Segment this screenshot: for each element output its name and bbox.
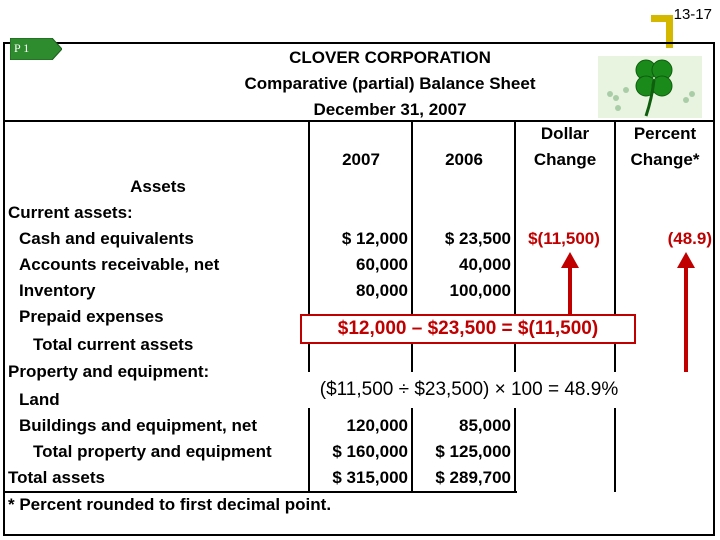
company-name: CLOVER CORPORATION: [289, 48, 491, 67]
ar-2007: 60,000: [356, 255, 408, 274]
footnote: * Percent rounded to first decimal point.: [8, 495, 332, 514]
column-divider: [411, 120, 413, 492]
header-percent-line2: Change*: [630, 150, 700, 169]
inventory-2007: 80,000: [356, 281, 408, 300]
label-total-assets: Total assets: [8, 468, 106, 487]
percent-change-formula: ($11,500 ÷ $23,500) × 100 = 48.9%: [238, 372, 700, 408]
label-land: Land: [19, 390, 60, 409]
cash-percent-change: (48.9): [667, 229, 712, 248]
cash-2007: $ 12,000: [341, 229, 408, 248]
cash-2006: $ 23,500: [444, 229, 511, 248]
table-bottom-rule: [5, 491, 517, 493]
total-ppe-2007: $ 160,000: [332, 442, 408, 461]
label-ppe: Property and equipment:: [8, 362, 210, 381]
section-assets: Assets: [130, 177, 186, 196]
header-dollar-line2: Change: [533, 150, 597, 169]
label-cash: Cash and equivalents: [19, 229, 194, 248]
column-divider: [308, 120, 310, 492]
column-divider: [614, 120, 616, 492]
label-accounts-receivable: Accounts receivable, net: [19, 255, 220, 274]
cash-dollar-change: $(11,500): [528, 229, 600, 248]
buildings-2006: 85,000: [459, 416, 511, 435]
buildings-2007: 120,000: [346, 416, 408, 435]
total-assets-2006: $ 289,700: [435, 468, 511, 487]
label-total-current: Total current assets: [33, 335, 194, 354]
header-percent-line1: Percent: [633, 124, 697, 143]
inventory-2006: 100,000: [449, 281, 511, 300]
corner-bracket: [651, 15, 673, 22]
ar-2006: 40,000: [459, 255, 511, 274]
total-assets-2007: $ 315,000: [332, 468, 408, 487]
header-dollar-line1: Dollar: [540, 124, 590, 143]
header-2006: 2006: [445, 150, 483, 169]
dollar-change-formula: $12,000 – $23,500 = $(11,500): [300, 314, 636, 344]
label-inventory: Inventory: [19, 281, 96, 300]
table-top-rule: [5, 120, 713, 122]
label-buildings: Buildings and equipment, net: [19, 416, 257, 435]
header-2007: 2007: [342, 150, 380, 169]
tag-label: P 1: [14, 41, 30, 55]
statement-name: Comparative (partial) Balance Sheet: [244, 74, 536, 93]
statement-date: December 31, 2007: [313, 100, 467, 119]
total-ppe-2006: $ 125,000: [435, 442, 511, 461]
label-current-assets: Current assets:: [8, 203, 133, 222]
slide-number: 13-17: [673, 6, 712, 23]
label-total-ppe: Total property and equipment: [33, 442, 272, 461]
label-prepaid: Prepaid expenses: [19, 307, 164, 326]
column-divider: [514, 120, 516, 492]
